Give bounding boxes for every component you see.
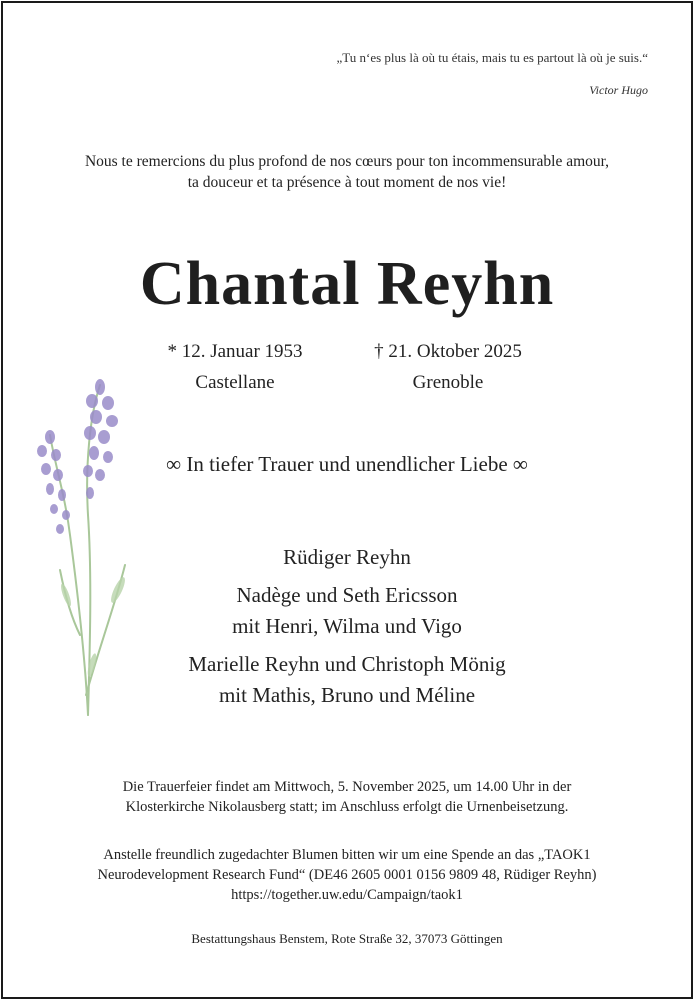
mourner-name: Rüdiger Reyhn bbox=[283, 545, 411, 569]
funeral-home: Bestattungshaus Benstem, Rote Straße 32, 37073 Göttingen bbox=[191, 931, 503, 946]
mourners-list bbox=[0, 542, 694, 711]
mourner-name: mit Mathis, Bruno und Méline bbox=[218, 683, 476, 707]
epigraph-quote: „Tu n‘es plus là où tu étais, mais tu es partout là où je suis.“ bbox=[336, 50, 648, 65]
donation-url: https://together.uw.edu/Campaign/taok1 bbox=[231, 887, 463, 903]
death-date: † 21. Oktober 2025 bbox=[374, 341, 522, 362]
birth-info bbox=[135, 336, 335, 398]
service-info bbox=[0, 777, 694, 817]
motto: ∞ In tiefer Trauer und unendlicher Liebe ∞ bbox=[166, 452, 528, 476]
birth-place: Castellane bbox=[195, 372, 275, 393]
donation-line: Anstelle freundlich zugedachter Blumen bitten wir um eine Spende an das „TAOK1 bbox=[103, 847, 591, 863]
donation-line: Neurodevelopment Research Fund“ (DE46 2605 0001 0156 9809 48, Rüdiger Reyhn) bbox=[97, 867, 597, 883]
birth-date: * 12. Januar 1953 bbox=[167, 341, 303, 362]
death-place: Grenoble bbox=[412, 372, 484, 393]
thanks-line: ta douceur et ta présence à tout moment de nos vie! bbox=[187, 174, 507, 191]
epigraph-author: Victor Hugo bbox=[589, 83, 648, 97]
deceased-name: Chantal Reyhn bbox=[139, 250, 555, 318]
mourner-name: mit Henri, Wilma und Vigo bbox=[232, 614, 462, 638]
death-info bbox=[348, 336, 548, 398]
mourner-name: Marielle Reyhn und Christoph Mönig bbox=[188, 652, 506, 676]
donation-info bbox=[0, 845, 694, 905]
thanks-text bbox=[0, 151, 694, 193]
service-line: Klosterkirche Nikolausberg statt; im Anschluss erfolgt die Urnenbeisetzung. bbox=[125, 799, 569, 815]
service-line: Die Trauerfeier findet am Mittwoch, 5. November 2025, um 14.00 Uhr in der bbox=[122, 779, 572, 795]
mourner-name: Nadège und Seth Ericsson bbox=[236, 583, 458, 607]
thanks-line: Nous te remercions du plus profond de nos cœurs pour ton incommensurable amour, bbox=[84, 153, 610, 170]
